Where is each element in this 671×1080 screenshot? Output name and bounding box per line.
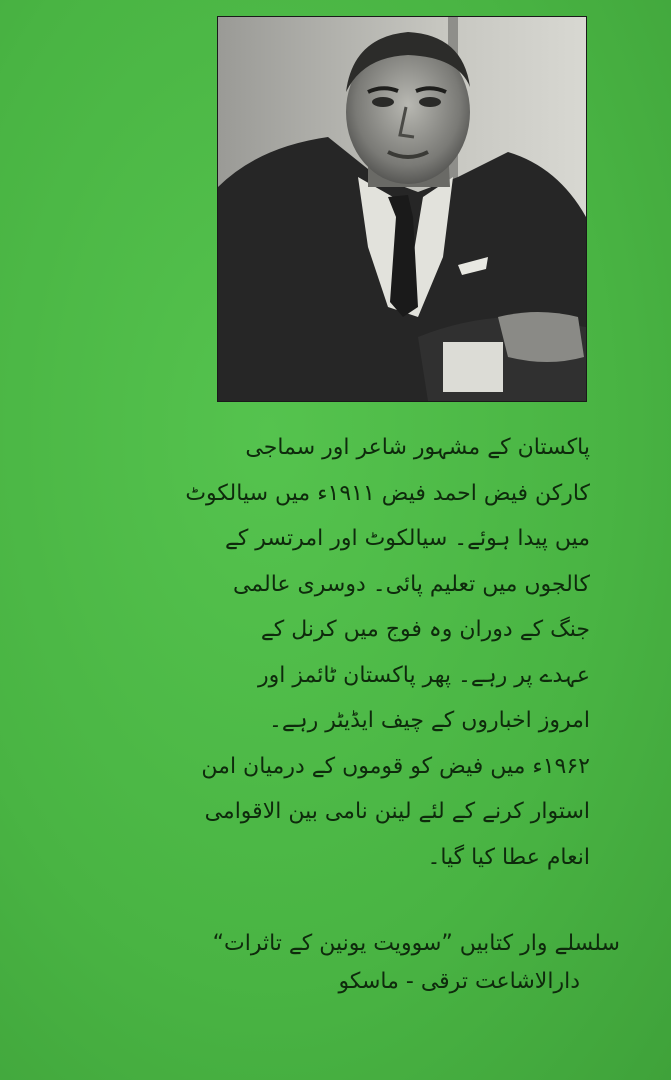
author-biography bbox=[185, 425, 590, 880]
bio-line: کالجوں میں تعلیم پائی۔ دوسری عالمی bbox=[232, 571, 590, 597]
series-title: سلسلے وار کتابیں ”سوویت یونین کے تاثرات“ bbox=[212, 931, 620, 956]
bio-line: استوار کرنے کے لئے لینن نامی بین الاقوامی bbox=[204, 799, 590, 824]
bio-line: کارکن فیض احمد فیض ۱۹۱۱ء میں سیالکوٹ bbox=[185, 480, 590, 506]
author-portrait bbox=[218, 17, 586, 401]
bio-line: عہدے پر رہے۔ پھر پاکستان ٹائمز اور bbox=[258, 662, 590, 688]
publisher-name: دارالاشاعت ترقی - ماسکو bbox=[338, 969, 580, 994]
bio-line: پاکستان کے مشہور شاعر اور سماجی bbox=[245, 435, 590, 460]
bio-line: جنگ کے دوران وہ فوج میں کرنل کے bbox=[260, 617, 590, 642]
bio-line: امروز اخباروں کے چیف ایڈیٹر رہے۔ bbox=[268, 708, 590, 733]
bio-line: میں پیدا ہوئے۔ سیالکوٹ اور امرتسر کے bbox=[224, 526, 590, 551]
portrait-image bbox=[218, 17, 586, 401]
series-imprint bbox=[200, 925, 620, 1001]
bio-line: ۱۹۶۲ء میں فیض کو قوموں کے درمیان امن bbox=[201, 753, 590, 779]
bio-line: انعام عطا کیا گیا۔ bbox=[427, 844, 590, 870]
